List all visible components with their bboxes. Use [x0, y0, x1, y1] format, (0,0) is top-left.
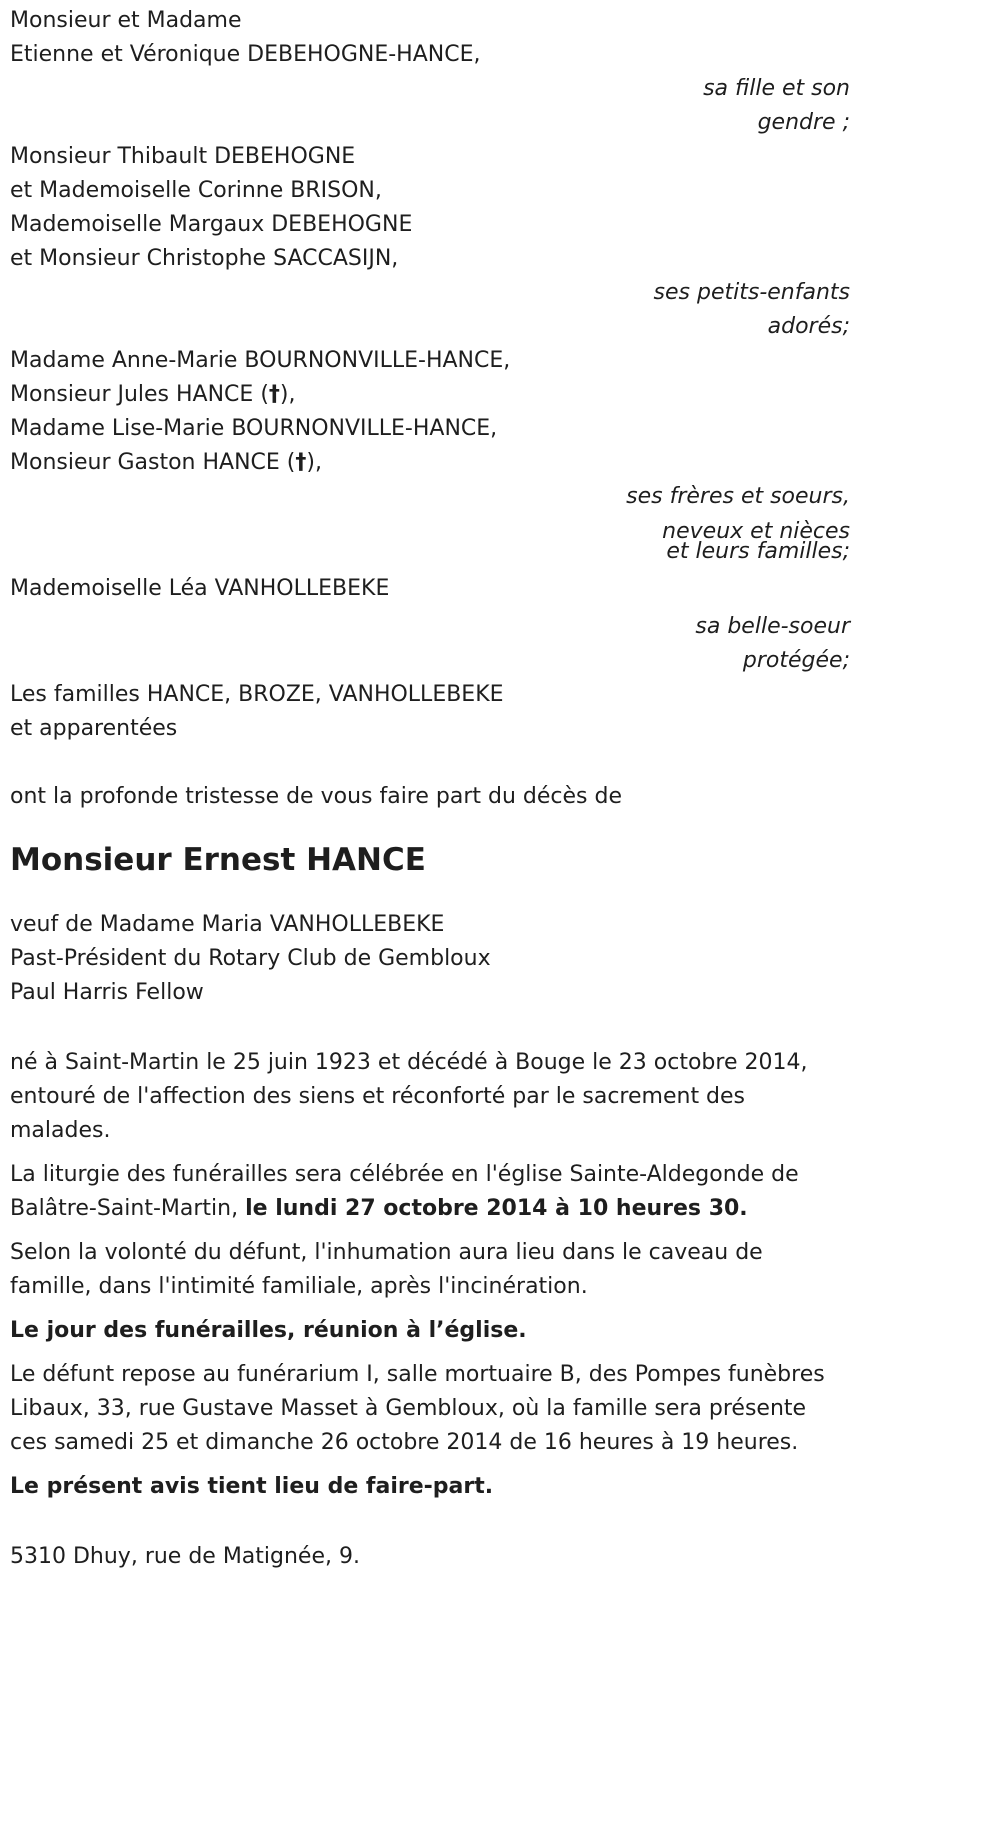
family-line: et apparentées — [10, 716, 178, 741]
family-line: Madame Lise-Marie BOURNONVILLE-HANCE, — [10, 416, 498, 441]
deceased-cross-icon: † — [295, 450, 307, 475]
title-line: veuf de Madame Maria VANHOLLEBEKE — [10, 912, 445, 937]
family-line: et Mademoiselle Corinne BRISON, — [10, 178, 382, 203]
details-section — [10, 1046, 850, 1504]
meeting-paragraph: Le jour des funérailles, réunion à l’église. — [10, 1318, 527, 1343]
family-line: Monsieur Jules HANCE (†), — [10, 382, 296, 407]
family-line: Madame Anne-Marie BOURNONVILLE-HANCE, — [10, 348, 511, 373]
family-group-families — [10, 678, 850, 746]
family-line: Monsieur et Madame — [10, 8, 242, 33]
family-group-grandchildren — [10, 140, 850, 344]
family-line: Les familles HANCE, BROZE, VANHOLLEBEKE — [10, 682, 504, 707]
relation-label: et leurs familles; — [666, 539, 850, 564]
family-group-siblings — [10, 344, 850, 562]
title-line: Paul Harris Fellow — [10, 980, 204, 1005]
address: 5310 Dhuy, rue de Matignée, 9. — [10, 1544, 360, 1569]
family-group-sister-in-law — [10, 572, 850, 678]
family-line: Mademoiselle Léa VANHOLLEBEKE — [10, 576, 390, 601]
family-line: Monsieur Gaston HANCE (†), — [10, 450, 322, 475]
family-line: Mademoiselle Margaux DEBEHOGNE — [10, 212, 413, 237]
relation-label: gendre ; — [757, 110, 850, 135]
relation-label: sa fille et son — [703, 76, 850, 101]
ceremony-date: le lundi 27 octobre 2014 à 10 heures 30. — [245, 1196, 748, 1221]
birth-paragraph: né à Saint-Martin le 25 juin 1923 et décédé à Bouge le 23 octobre 2014, entouré de l'affection des siens et réconforté par le sacrement des malades. — [10, 1050, 808, 1143]
relation-label: adorés; — [767, 314, 850, 339]
family-line: et Monsieur Christophe SACCASIJN, — [10, 246, 399, 271]
title-line: Past-Président du Rotary Club de Gembloux — [10, 946, 491, 971]
relation-label: neveux et nièces — [662, 519, 850, 544]
liturgy-paragraph: La liturgie des funérailles sera célébrée en l'église Sainte-Aldegonde de Balâtre-Saint-Martin, le lundi 27 octobre 2014 à 10 heures 30. — [10, 1162, 799, 1221]
family-line: Etienne et Véronique DEBEHOGNE-HANCE, — [10, 42, 481, 67]
relation-label: sa belle-soeur — [695, 614, 850, 639]
family-line: Monsieur Thibault DEBEHOGNE — [10, 144, 356, 169]
deceased-cross-icon: † — [268, 382, 280, 407]
burial-paragraph: Selon la volonté du défunt, l'inhumation aura lieu dans le caveau de famille, dans l'intimité familiale, après l'incinération. — [10, 1240, 763, 1299]
relation-label: ses frères et soeurs, — [626, 484, 850, 509]
announcement-text: ont la profonde tristesse de vous faire part du décès de — [10, 784, 622, 809]
notice-paragraph: Le présent avis tient lieu de faire-part. — [10, 1474, 494, 1499]
obituary-notice — [10, 4, 850, 1574]
deceased-titles — [10, 908, 850, 1010]
relation-label: ses petits-enfants — [653, 280, 850, 305]
deceased-name: Monsieur Ernest HANCE — [10, 842, 426, 878]
relation-label: protégée; — [742, 648, 850, 673]
repose-paragraph: Le défunt repose au funérarium I, salle mortuaire B, des Pompes funèbres Libaux, 33, rue Gustave Masset à Gembloux, où la famille sera présente ces samedi 25 et dimanche 26 octobre 2014 de 16 heures à 19 heures. — [10, 1362, 825, 1455]
family-group-daughter — [10, 4, 850, 140]
